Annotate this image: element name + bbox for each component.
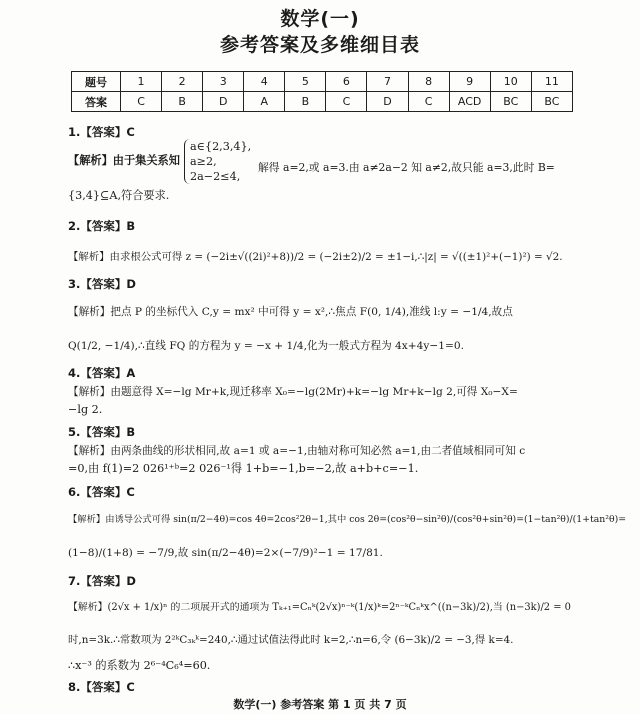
page-footer: 数学(一) 参考答案 第 1 页 共 7 页 [233,698,407,711]
table-cell: ACD [449,92,490,112]
table-cell: 1 [121,72,162,92]
answer-table [71,71,573,112]
answer-label-8: 8.【答案】C [68,680,135,694]
table-cell: D [367,92,408,112]
analysis-4-line-2: −lg 2. [68,403,103,416]
table-cell: B [285,92,326,112]
answer-label-3: 3.【答案】D [68,277,136,291]
table-cell: 10 [490,72,531,92]
analysis-7-line-3: ∴x⁻³ 的系数为 2⁶⁻⁴C₆⁴=60. [68,659,211,672]
table-cell: C [326,92,367,112]
table-cell: 6 [326,72,367,92]
analysis-1-intro: 【解析】由于集关系知 [68,154,180,167]
analysis-3-line-1: 【解析】把点 P 的坐标代入 C,y = mx² 中可得 y = x²,∴焦点 F(0, 1/4),准线 l:y = −1/4,故点 [68,306,513,318]
analysis-4-line-1: 【解析】由题意得 X=−lg Mr+k,现迁移率 X₀=−lg(2Mr)+k=−lg Mr+k−lg 2,可得 X₀−X= [68,386,518,398]
page-subtitle: 参考答案及多维细目表 [219,34,420,56]
table-cell: 7 [367,72,408,92]
analysis-6-line-1: 【解析】由诱导公式可得 sin(π/2−4θ)=cos 4θ=2cos²2θ−1,其中 cos 2θ=(cos²θ−sin²θ)/(cos²θ+sin²θ)=(1−tan²θ)/(1+tan²θ)= [68,514,626,525]
table-cell: BC [490,92,531,112]
table-cell: D [203,92,244,112]
analysis-1-line-2: {3,4}⊆A,符合要求. [68,189,170,202]
analysis-2-line-1: 【解析】由求根公式可得 z = (−2i±√((2i)²+8))/2 = (−2i±2)/2 = ±1−i,∴|z| = √((±1)²+(−1)²) = √2. [68,251,563,263]
analysis-6-line-2: (1−8)/(1+8) = −7/9,故 sin(π/2−4θ)=2×(−7/9)²−1 = 17/81. [68,547,383,559]
answer-label-2: 2.【答案】B [68,219,136,233]
table-cell: 5 [285,72,326,92]
table-row-answers [72,92,573,112]
analysis-5-line-1: 【解析】由两条曲线的形状相同,故 a=1 或 a=−1,由轴对称可知必然 a=1,由二者值域相同可知 c [68,445,526,457]
table-cell: BC [531,92,572,112]
analysis-1-line-1-cont: 解得 a=2,或 a=3.由 a≠2a−2 知 a≠2,故只能 a=3,此时 B= [258,161,555,174]
table-cell: 11 [531,72,572,92]
table-cell: 4 [244,72,285,92]
analysis-5-line-2: =0,由 f(1)=2 026¹⁺ᵇ=2 026⁻¹得 1+b=−1,b=−2,故 a+b+c=−1. [68,462,419,475]
table-cell: B [162,92,203,112]
analysis-1-line-1 [68,153,180,169]
equation-system [184,139,251,184]
answer-label-7: 7.【答案】D [68,574,136,588]
table-cell: 3 [203,72,244,92]
answer-label-1: 1.【答案】C [68,125,135,139]
table-cell: 8 [408,72,449,92]
table-header-cell: 题号 [72,72,121,92]
table-cell: C [121,92,162,112]
table-row-numbers [72,72,573,92]
table-cell: 2 [162,72,203,92]
system-row: 2a−2≤4, [190,170,241,183]
table-cell: C [408,92,449,112]
answer-label-5: 5.【答案】B [68,425,136,439]
analysis-7-line-2: 时,n=3k.∴常数项为 2²ᵏC₃ₖᵏ=240,∴通过试值法得此时 k=2,∴n=6,令 (6−3k)/2 = −3,得 k=4. [68,634,514,646]
table-header-cell: 答案 [72,92,121,112]
system-row: a≥2, [190,155,217,168]
table-cell: A [244,92,285,112]
system-row: a∈{2,3,4}, [190,140,252,153]
analysis-7-line-1: 【解析】(2√x + 1/x)ⁿ 的二项展开式的通项为 Tₖ₊₁=Cₙᵏ(2√x)ⁿ⁻ᵏ(1/x)ᵏ=2ⁿ⁻ᵏCₙᵏx^((n−3k)/2),当 (n−3k)/2 = 0 [68,602,571,613]
table-cell: 9 [449,72,490,92]
page-title: 数学(一) [280,8,360,30]
analysis-3-line-2: Q(1/2, −1/4),∴直线 FQ 的方程为 y = −x + 1/4,化为一般式方程为 4x+4y−1=0. [68,340,464,352]
answer-label-6: 6.【答案】C [68,485,135,499]
answer-label-4: 4.【答案】A [68,366,136,380]
